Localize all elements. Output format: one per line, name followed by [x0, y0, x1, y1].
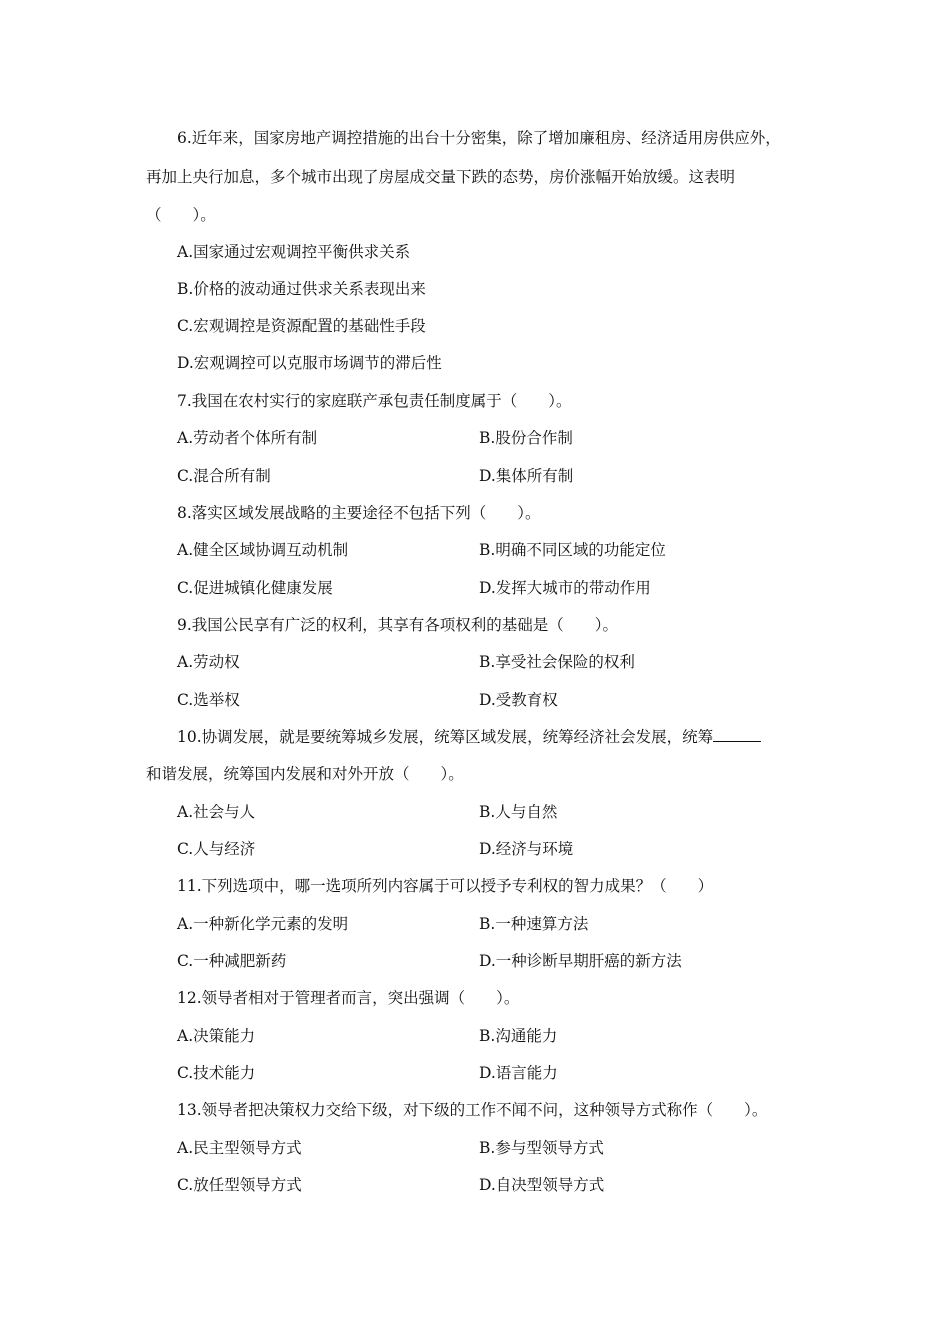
question-7-stem: 7.我国在农村实行的家庭联产承包责任制度属于（ ）。: [177, 392, 572, 410]
question-12-option-d: D.语言能力: [479, 1064, 558, 1082]
question-7-option-c: C.混合所有制: [177, 467, 271, 485]
question-8-stem: 8.落实区域发展战略的主要途径不包括下列（ ）。: [177, 504, 541, 522]
question-9-option-b: B.享受社会保险的权利: [479, 653, 635, 671]
question-8-option-c: C.促进城镇化健康发展: [177, 579, 333, 597]
question-6-option-b: B.价格的波动通过供求关系表现出来: [177, 280, 426, 298]
question-6-option-a: A.国家通过宏观调控平衡供求关系: [177, 243, 411, 261]
question-9-stem: 9.我国公民享有广泛的权利，其享有各项权利的基础是（ ）。: [177, 616, 619, 634]
question-13-option-c: C.放任型领导方式: [177, 1176, 302, 1194]
question-8-option-a: A.健全区域协调互动机制: [177, 541, 349, 559]
question-6-line-3: （ ）。: [146, 206, 216, 224]
question-13-option-d: D.自决型领导方式: [479, 1176, 605, 1194]
question-7-option-b: B.股份合作制: [479, 429, 573, 447]
question-9-option-c: C.选举权: [177, 691, 240, 709]
question-7-option-a: A.劳动者个体所有制: [177, 429, 318, 447]
question-8-option-d: D.发挥大城市的带动作用: [479, 579, 651, 597]
question-10-option-a: A.社会与人: [177, 803, 256, 821]
question-12-option-c: C.技术能力: [177, 1064, 256, 1082]
question-6-line-1: 6.近年来，国家房地产调控措施的出台十分密集，除了增加廉租房、经济适用房供应外，: [177, 129, 781, 147]
question-10-line-1-text: 10.协调发展，就是要统筹城乡发展，统筹区域发展，统筹经济社会发展，统筹: [177, 728, 714, 746]
question-7-option-d: D.集体所有制: [479, 467, 574, 485]
question-11-option-d: D.一种诊断早期肝癌的新方法: [479, 952, 682, 970]
question-12-option-b: B.沟通能力: [479, 1027, 558, 1045]
question-10-option-b: B.人与自然: [479, 803, 558, 821]
question-11-option-b: B.一种速算方法: [479, 915, 589, 933]
question-11-stem: 11.下列选项中，哪一选项所列内容属于可以授予专利权的智力成果？（ ）: [177, 877, 714, 895]
question-10-option-c: C.人与经济: [177, 840, 256, 858]
question-13-option-b: B.参与型领导方式: [479, 1139, 604, 1157]
question-6-option-d: D.宏观调控可以克服市场调节的滞后性: [177, 354, 442, 372]
question-10-line-1: [177, 727, 761, 747]
question-12-option-a: A.决策能力: [177, 1027, 256, 1045]
question-9-option-a: A.劳动权: [177, 653, 240, 671]
question-13-stem: 13.领导者把决策权力交给下级，对下级的工作不闻不问，这种领导方式称作（ ）。: [177, 1101, 768, 1119]
question-10-line-2: 和谐发展，统筹国内发展和对外开放（ ）。: [146, 765, 464, 783]
question-8-option-b: B.明确不同区域的功能定位: [479, 541, 666, 559]
question-11-option-c: C.一种减肥新药: [177, 952, 287, 970]
question-6-option-c: C.宏观调控是资源配置的基础性手段: [177, 317, 426, 335]
question-13-option-a: A.民主型领导方式: [177, 1139, 302, 1157]
question-12-stem: 12.领导者相对于管理者而言，突出强调（ ）。: [177, 989, 520, 1007]
question-6-line-2: 再加上央行加息，多个城市出现了房屋成交量下跌的态势，房价涨幅开始放缓。这表明: [146, 168, 736, 186]
question-10-option-d: D.经济与环境: [479, 840, 574, 858]
question-9-option-d: D.受教育权: [479, 691, 558, 709]
question-11-option-a: A.一种新化学元素的发明: [177, 915, 349, 933]
fill-in-blank: [713, 727, 761, 742]
